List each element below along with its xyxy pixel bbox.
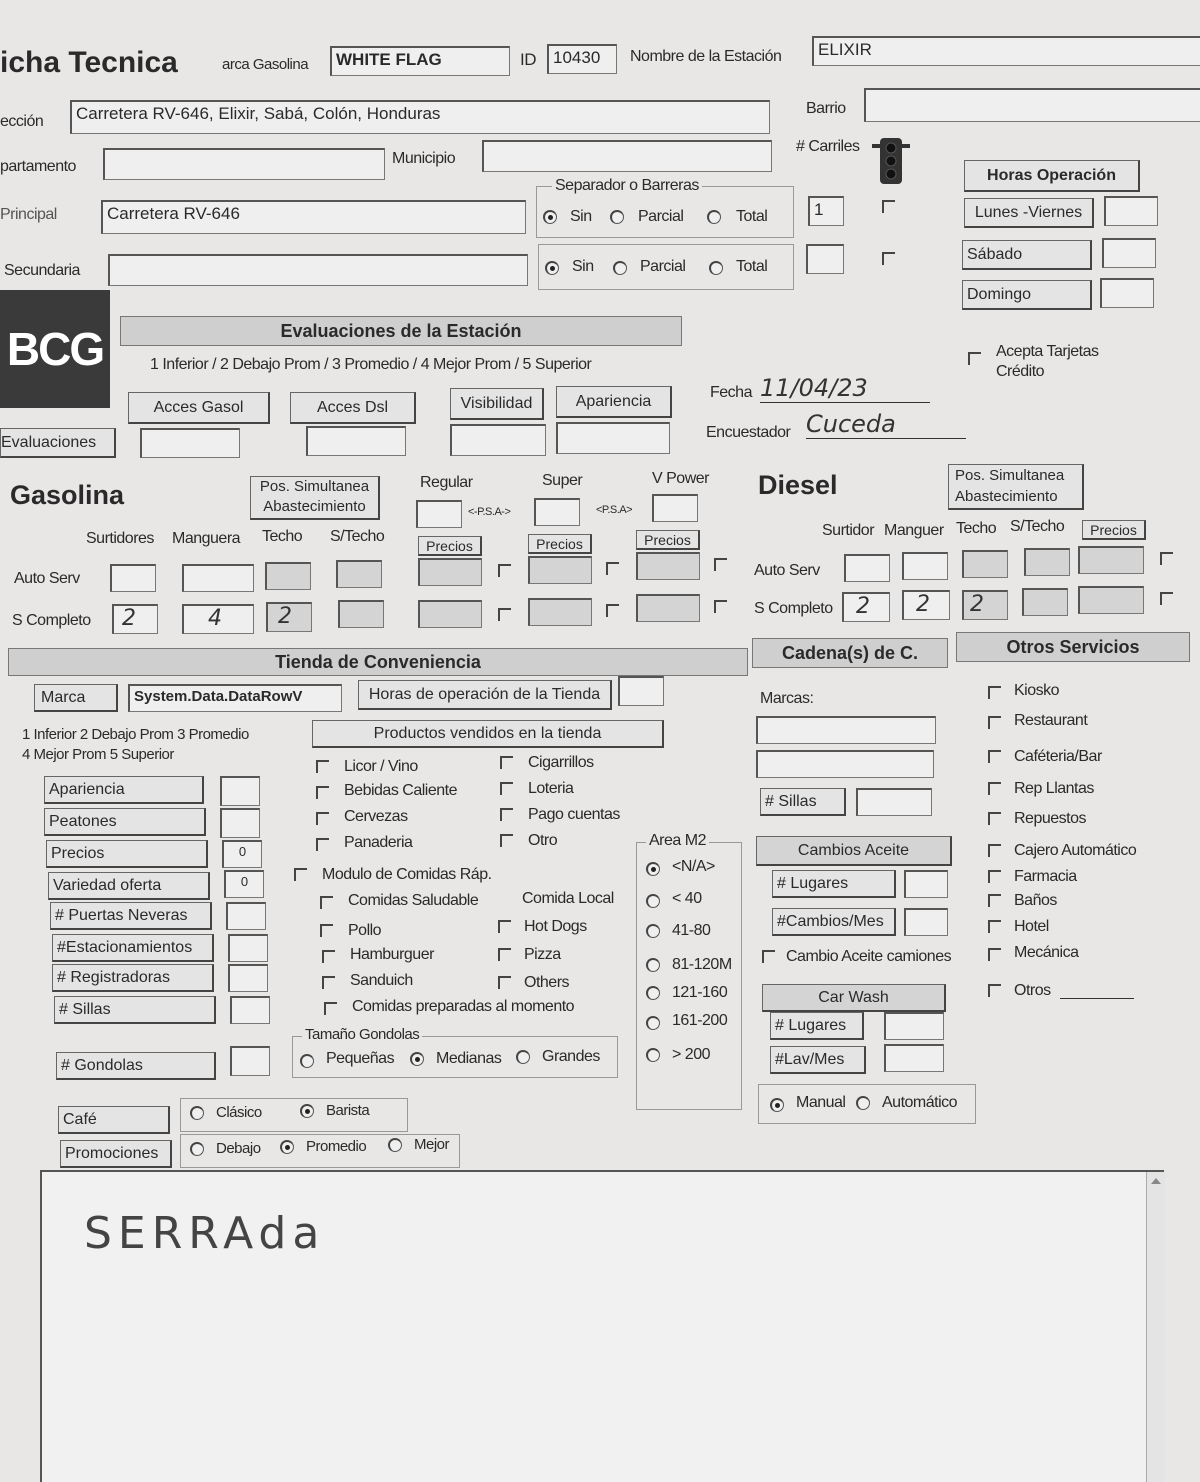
principal-sin-label: Sin xyxy=(570,208,592,225)
sc-manguera-field[interactable]: 4 xyxy=(182,604,254,634)
area-41-80-label: 41-80 xyxy=(672,922,711,939)
others-checkbox[interactable] xyxy=(498,976,511,989)
evaluaciones-header: Evaluaciones de la Estación xyxy=(120,316,682,346)
pollo-checkbox[interactable] xyxy=(320,924,333,937)
comidas-preparadas-label: Comidas preparadas al momento xyxy=(352,998,575,1015)
secundaria-total-label: Total xyxy=(736,258,768,275)
area-41-80-radio[interactable] xyxy=(646,924,660,938)
restaurant-checkbox[interactable] xyxy=(988,716,1001,729)
apariencia-label: Apariencia xyxy=(556,386,672,418)
as-vpower-checkbox[interactable] xyxy=(714,558,727,571)
area-lt40-radio[interactable] xyxy=(646,894,660,908)
saludable-checkbox[interactable] xyxy=(320,896,333,909)
as-regular-precio[interactable] xyxy=(418,558,482,586)
otros-checkbox[interactable] xyxy=(988,984,1001,997)
bcg-logo: BCG xyxy=(0,290,110,408)
cigarrillos-checkbox[interactable] xyxy=(500,756,513,769)
farmacia-label: Farmacia xyxy=(1014,868,1077,885)
diesel-techo-label: Techo xyxy=(956,520,997,537)
panaderia-label: Panaderia xyxy=(344,834,413,851)
cadena-sillas-field[interactable] xyxy=(856,788,932,816)
sc-vpower-precio[interactable] xyxy=(636,594,700,622)
hamburguer-checkbox[interactable] xyxy=(322,950,335,963)
secundaria-label: Secundaria xyxy=(4,262,80,279)
tienda-registradoras-label: # Registradoras xyxy=(52,964,214,992)
pago-cuentas-checkbox[interactable] xyxy=(500,808,513,821)
fecha-label: Fecha xyxy=(710,384,752,401)
grandes-radio[interactable] xyxy=(516,1050,530,1064)
encuestador-value[interactable]: Cuceda xyxy=(806,410,966,439)
cafe-group xyxy=(180,1098,408,1132)
comidas-preparadas-checkbox[interactable] xyxy=(324,1002,337,1015)
cafeteria-checkbox[interactable] xyxy=(988,750,1001,763)
tienda-horas-field[interactable] xyxy=(618,676,664,706)
regular-label: Regular xyxy=(420,474,473,491)
horas-operacion-header: Horas Operación xyxy=(964,160,1140,192)
cervezas-label: Cervezas xyxy=(344,808,408,825)
medianas-label: Medianas xyxy=(436,1050,502,1067)
tamano-gondolas-label: Tamaño Gondolas xyxy=(302,1026,422,1043)
marca-gasolina-label: arca Gasolina xyxy=(222,56,309,73)
acepta-tarjetas-label: Acepta Tarjetas Crédito xyxy=(996,343,1099,380)
psa-label-1: <-P.S.A-> xyxy=(468,506,511,518)
tienda-estacionamientos-label: #Estacionamientos xyxy=(52,934,214,962)
direccion-label: ección xyxy=(0,113,44,130)
tienda-gondolas-field[interactable] xyxy=(230,1046,270,1076)
tienda-marca-field[interactable]: System.Data.DataRowV xyxy=(128,684,342,712)
diesel-title: Diesel xyxy=(758,470,838,500)
notas-text: SERRAda xyxy=(84,1208,326,1259)
clasico-radio[interactable] xyxy=(190,1106,204,1120)
diesel-as-stecho[interactable] xyxy=(1024,548,1070,576)
tienda-sillas-label: # Sillas xyxy=(54,996,216,1024)
lunes-viernes-label: Lunes -Viernes xyxy=(964,198,1094,228)
as-super-precio[interactable] xyxy=(528,556,592,584)
nombre-estacion-label: Nombre de la Estación xyxy=(630,48,782,65)
licor-label: Licor / Vino xyxy=(344,758,418,775)
car-wash-header: Car Wash xyxy=(762,984,946,1012)
secundaria-semaforo-checkbox[interactable] xyxy=(882,252,895,265)
tienda-apariencia-label: Apariencia xyxy=(44,776,204,804)
gasolina-auto-serv-label: Auto Serv xyxy=(14,570,80,587)
sc-regular-precio[interactable] xyxy=(418,600,482,628)
sc-super-checkbox[interactable] xyxy=(606,604,619,617)
cafeteria-label: Caféteria/Bar xyxy=(1014,748,1102,765)
others-label: Others xyxy=(524,974,570,991)
regular-psa-field[interactable] xyxy=(416,500,462,528)
cambios-mes-field[interactable] xyxy=(904,908,948,936)
direccion-field[interactable]: Carretera RV-646, Elixir, Sabá, Colón, Honduras xyxy=(70,100,770,134)
area-m2-group xyxy=(636,842,742,1110)
marca-field-1[interactable] xyxy=(756,716,936,744)
evaluaciones-scale: 1 Inferior / 2 Debajo Prom / 3 Promedio / 4 Mejor Prom / 5 Superior xyxy=(150,356,592,373)
diesel-as-checkbox[interactable] xyxy=(1160,552,1173,565)
principal-field[interactable]: Carretera RV-646 xyxy=(101,200,526,234)
automatico-label: Automático xyxy=(882,1094,958,1111)
manual-radio[interactable] xyxy=(770,1098,784,1112)
diesel-sc-techo[interactable]: 2 xyxy=(962,590,1008,620)
manguera-label: Manguera xyxy=(172,530,241,547)
sc-regular-checkbox[interactable] xyxy=(498,608,511,621)
mecanica-label: Mecánica xyxy=(1014,944,1079,961)
barista-radio[interactable] xyxy=(300,1104,314,1118)
as-techo-field[interactable] xyxy=(265,562,311,590)
lunes-viernes-field[interactable] xyxy=(1104,196,1158,226)
scroll-up-icon[interactable] xyxy=(1151,1178,1161,1184)
lav-mes-field[interactable] xyxy=(884,1044,944,1072)
separador-label: Separador o Barreras xyxy=(552,177,702,195)
secundaria-parcial-radio[interactable] xyxy=(613,261,627,275)
notas-textarea[interactable] xyxy=(40,1170,1164,1482)
kiosko-label: Kiosko xyxy=(1014,682,1060,699)
tienda-peatones-label: Peatones xyxy=(44,808,206,836)
notas-scrollbar[interactable] xyxy=(1146,1172,1165,1482)
tienda-sillas-field[interactable] xyxy=(230,996,270,1024)
promedio-label: Promedio xyxy=(306,1138,367,1155)
diesel-sc-manguer[interactable]: 2 xyxy=(902,590,950,620)
acces-dsl-field[interactable] xyxy=(306,426,406,456)
otro-label: Otro xyxy=(528,832,558,849)
techo-label: Techo xyxy=(262,528,303,545)
tienda-peatones-field[interactable] xyxy=(220,808,260,838)
diesel-stecho-label: S/Techo xyxy=(1010,518,1065,535)
banos-label: Baños xyxy=(1014,892,1057,909)
pago-cuentas-label: Pago cuentas xyxy=(528,806,620,823)
diesel-as-precio[interactable] xyxy=(1078,546,1144,574)
gasolina-title: Gasolina xyxy=(10,480,125,510)
restaurant-label: Restaurant xyxy=(1014,712,1088,729)
hamburguer-label: Hamburguer xyxy=(350,946,434,963)
tienda-variedad-label: Variedad oferta xyxy=(48,872,210,900)
as-vpower-precio[interactable] xyxy=(636,552,700,580)
ca-lugares-label: # Lugares xyxy=(772,870,896,898)
principal-total-label: Total xyxy=(736,208,768,225)
marca-gasolina-field[interactable]: WHITE FLAG xyxy=(330,46,510,76)
mecanica-checkbox[interactable] xyxy=(988,948,1001,961)
domingo-label: Domingo xyxy=(962,280,1092,310)
cadena-header: Cadena(s) de C. xyxy=(752,638,948,668)
as-super-checkbox[interactable] xyxy=(606,562,619,575)
pizza-label: Pizza xyxy=(524,946,561,963)
area-gt200-radio[interactable] xyxy=(646,1048,660,1062)
cajero-label: Cajero Automático xyxy=(1014,842,1137,859)
marcas-label: Marcas: xyxy=(760,690,814,707)
domingo-field[interactable] xyxy=(1100,278,1154,308)
secundaria-total-radio[interactable] xyxy=(709,261,723,275)
diesel-as-techo[interactable] xyxy=(962,550,1008,578)
pollo-label: Pollo xyxy=(348,922,382,939)
farmacia-checkbox[interactable] xyxy=(988,870,1001,883)
medianas-radio[interactable] xyxy=(410,1052,424,1066)
principal-label: Principal xyxy=(0,206,57,223)
as-surtidores-field[interactable] xyxy=(110,564,156,592)
otros-line xyxy=(1060,998,1134,999)
traffic-light-icon xyxy=(870,136,912,188)
diesel-manguer-label: Manguer xyxy=(884,522,944,539)
as-manguera-field[interactable] xyxy=(182,564,254,592)
ca-lugares-field[interactable] xyxy=(904,870,948,898)
area-81-120-radio[interactable] xyxy=(646,958,660,972)
sc-stecho-field[interactable] xyxy=(338,600,384,628)
diesel-s-completo-label: S Completo xyxy=(754,600,833,617)
diesel-as-manguer[interactable] xyxy=(902,552,948,580)
principal-parcial-radio[interactable] xyxy=(610,210,624,224)
hotel-checkbox[interactable] xyxy=(988,920,1001,933)
secundaria-sin-label: Sin xyxy=(572,258,594,275)
loteria-checkbox[interactable] xyxy=(500,782,513,795)
super-label: Super xyxy=(542,472,583,489)
tienda-precios-field[interactable]: 0 xyxy=(222,840,262,868)
as-stecho-field[interactable] xyxy=(336,560,382,588)
pequenas-label: Pequeñas xyxy=(326,1050,395,1067)
tienda-scale-2: 4 Mejor Prom 5 Superior xyxy=(22,746,174,763)
barista-label: Barista xyxy=(326,1102,370,1119)
visibilidad-field[interactable] xyxy=(450,424,546,456)
tienda-apariencia-field[interactable] xyxy=(220,776,260,806)
otros-label: Otros xyxy=(1014,982,1051,999)
bebidas-checkbox[interactable] xyxy=(316,786,329,799)
area-lt40-label: < 40 xyxy=(672,890,702,907)
vpower-psa-field[interactable] xyxy=(652,494,698,522)
diesel-sc-precio[interactable] xyxy=(1078,586,1144,614)
area-na-radio[interactable] xyxy=(646,862,660,876)
banos-checkbox[interactable] xyxy=(988,894,1001,907)
clasico-label: Clásico xyxy=(216,1104,262,1121)
apariencia-field[interactable] xyxy=(556,422,670,454)
principal-parcial-label: Parcial xyxy=(638,208,684,225)
acepta-tarjetas-checkbox[interactable] xyxy=(968,352,981,365)
psa-label-2: <P.S.A> xyxy=(596,504,633,516)
cw-lugares-field[interactable] xyxy=(884,1012,944,1040)
super-precios-label: Precios xyxy=(528,534,592,554)
mejor-radio[interactable] xyxy=(388,1138,402,1152)
visibilidad-label: Visibilidad xyxy=(450,388,544,420)
principal-semaforo-checkbox[interactable] xyxy=(882,200,895,213)
super-psa-field[interactable] xyxy=(534,498,580,526)
lav-mes-label: #Lav/Mes xyxy=(770,1046,866,1074)
stecho-label: S/Techo xyxy=(330,528,385,545)
principal-sin-radio[interactable] xyxy=(543,210,557,224)
surtidores-label: Surtidores xyxy=(86,530,154,547)
secundaria-parcial-label: Parcial xyxy=(640,258,686,275)
id-field[interactable]: 10430 xyxy=(547,44,617,74)
rep-llantas-label: Rep Llantas xyxy=(1014,780,1094,797)
carriles-label: # Carriles xyxy=(796,138,860,155)
diesel-sc-surtidor[interactable]: 2 xyxy=(842,592,890,622)
id-label: ID xyxy=(520,50,536,69)
fecha-value[interactable]: 11/04/23 xyxy=(760,374,930,403)
area-161-200-radio[interactable] xyxy=(646,1016,660,1030)
area-161-200-label: 161-200 xyxy=(672,1012,728,1029)
otros-servicios-header: Otros Servicios xyxy=(956,632,1190,662)
secundaria-carriles-field[interactable] xyxy=(806,244,844,274)
panaderia-checkbox[interactable] xyxy=(316,838,329,851)
repuestos-checkbox[interactable] xyxy=(988,812,1001,825)
cigarrillos-label: Cigarrillos xyxy=(528,754,594,771)
sc-techo-field[interactable]: 2 xyxy=(266,602,312,632)
acces-dsl-label: Acces Dsl xyxy=(290,392,416,424)
sabado-field[interactable] xyxy=(1102,238,1156,268)
tienda-gondolas-label: # Gondolas xyxy=(56,1052,216,1080)
cadena-sillas-label: # Sillas xyxy=(760,788,846,816)
area-gt200-label: > 200 xyxy=(672,1046,710,1063)
diesel-auto-serv-label: Auto Serv xyxy=(754,562,820,579)
gasolina-pos-simultanea: Pos. Simultanea Abastecimiento xyxy=(250,476,380,520)
principal-carriles-field[interactable]: 1 xyxy=(808,196,844,226)
area-121-160-radio[interactable] xyxy=(646,986,660,1000)
municipio-field[interactable] xyxy=(482,140,772,172)
cw-lugares-label: # Lugares xyxy=(770,1012,864,1040)
marca-field-2[interactable] xyxy=(756,750,934,778)
area-81-120-label: 81-120M xyxy=(672,956,732,973)
sabado-label: Sábado xyxy=(962,240,1092,270)
evaluaciones-label: Evaluaciones xyxy=(0,428,116,458)
pizza-checkbox[interactable] xyxy=(498,948,511,961)
municipio-label: Municipio xyxy=(392,150,456,167)
automatico-radio[interactable] xyxy=(856,1096,870,1110)
tienda-registradoras-field[interactable] xyxy=(228,964,268,992)
hotdogs-checkbox[interactable] xyxy=(498,920,511,933)
diesel-as-surtidor[interactable] xyxy=(844,554,890,582)
sandwich-label: Sanduich xyxy=(350,972,413,989)
barrio-field[interactable] xyxy=(864,88,1200,122)
barrio-label: Barrio xyxy=(806,100,846,117)
licor-checkbox[interactable] xyxy=(316,760,329,773)
area-na-label: <N/A> xyxy=(672,858,715,875)
as-regular-checkbox[interactable] xyxy=(498,564,511,577)
encuestador-label: Encuestador xyxy=(706,424,791,441)
vpower-label: V Power xyxy=(652,470,709,487)
tienda-scale-1: 1 Inferior 2 Debajo Prom 3 Promedio xyxy=(22,726,249,743)
cambio-camiones-label: Cambio Aceite camiones xyxy=(786,948,952,965)
mejor-label: Mejor xyxy=(414,1136,450,1153)
secundaria-sin-radio[interactable] xyxy=(545,261,559,275)
sandwich-checkbox[interactable] xyxy=(322,976,335,989)
kiosko-checkbox[interactable] xyxy=(988,686,1001,699)
tienda-puertas-label: # Puertas Neveras xyxy=(50,902,212,930)
debajo-radio[interactable] xyxy=(190,1142,204,1156)
pequenas-radio[interactable] xyxy=(300,1054,314,1068)
tienda-header: Tienda de Conveniencia xyxy=(8,648,748,676)
bebidas-label: Bebidas Caliente xyxy=(344,782,457,799)
debajo-label: Debajo xyxy=(216,1140,261,1157)
acces-gasol-field[interactable] xyxy=(140,428,240,458)
hotdogs-label: Hot Dogs xyxy=(524,918,587,935)
otro-checkbox[interactable] xyxy=(500,834,513,847)
repuestos-label: Repuestos xyxy=(1014,810,1086,827)
cajero-checkbox[interactable] xyxy=(988,844,1001,857)
principal-total-radio[interactable] xyxy=(707,210,721,224)
promociones-label: Promociones xyxy=(60,1140,172,1168)
departamento-label: partamento xyxy=(0,158,76,175)
nombre-estacion-field[interactable]: ELIXIR xyxy=(812,36,1200,66)
vpower-precios-label: Precios xyxy=(636,530,700,550)
loteria-label: Loteria xyxy=(528,780,574,797)
sc-vpower-checkbox[interactable] xyxy=(714,600,727,613)
tienda-marca-label: Marca xyxy=(34,684,118,712)
area-121-160-label: 121-160 xyxy=(672,984,728,1001)
diesel-precios-label: Precios xyxy=(1082,520,1146,540)
sc-surtidores-field[interactable]: 2 xyxy=(112,604,158,634)
manual-label: Manual xyxy=(796,1094,846,1111)
productos-header: Productos vendidos en la tienda xyxy=(312,720,664,748)
acces-gasol-label: Acces Gasol xyxy=(128,392,270,424)
promedio-radio[interactable] xyxy=(280,1140,294,1154)
regular-precios-label: Precios xyxy=(418,536,482,556)
departamento-field[interactable] xyxy=(103,148,385,180)
diesel-sc-stecho[interactable] xyxy=(1022,588,1068,616)
cambios-mes-label: #Cambios/Mes xyxy=(772,908,896,936)
cafe-label: Café xyxy=(58,1106,170,1134)
tienda-estacionamientos-field[interactable] xyxy=(228,934,268,962)
cervezas-checkbox[interactable] xyxy=(316,812,329,825)
cambio-camiones-checkbox[interactable] xyxy=(762,950,775,963)
diesel-pos-simultanea: Pos. Simultanea Abastecimiento xyxy=(948,464,1084,510)
form-title: icha Tecnica xyxy=(0,46,178,79)
tienda-horas-label: Horas de operación de la Tienda xyxy=(358,680,612,710)
modulo-comidas-label: Modulo de Comidas Ráp. xyxy=(322,866,492,883)
sc-super-precio[interactable] xyxy=(528,598,592,626)
area-m2-label: Area M2 xyxy=(646,832,709,850)
tienda-precios-label: Precios xyxy=(46,840,208,868)
rep-llantas-checkbox[interactable] xyxy=(988,782,1001,795)
hotel-label: Hotel xyxy=(1014,918,1049,935)
grandes-label: Grandes xyxy=(542,1048,600,1065)
tienda-puertas-field[interactable] xyxy=(226,902,266,930)
diesel-sc-checkbox[interactable] xyxy=(1160,592,1173,605)
cambios-aceite-header: Cambios Aceite xyxy=(756,836,952,866)
gasolina-s-completo-label: S Completo xyxy=(12,612,91,629)
tienda-variedad-field[interactable]: 0 xyxy=(224,870,264,898)
secundaria-field[interactable] xyxy=(108,254,528,286)
modulo-comidas-checkbox[interactable] xyxy=(294,868,307,881)
diesel-surtidor-label: Surtidor xyxy=(822,522,875,539)
saludable-label: Comidas Saludable xyxy=(348,892,479,909)
comida-local-label: Comida Local xyxy=(522,890,614,907)
